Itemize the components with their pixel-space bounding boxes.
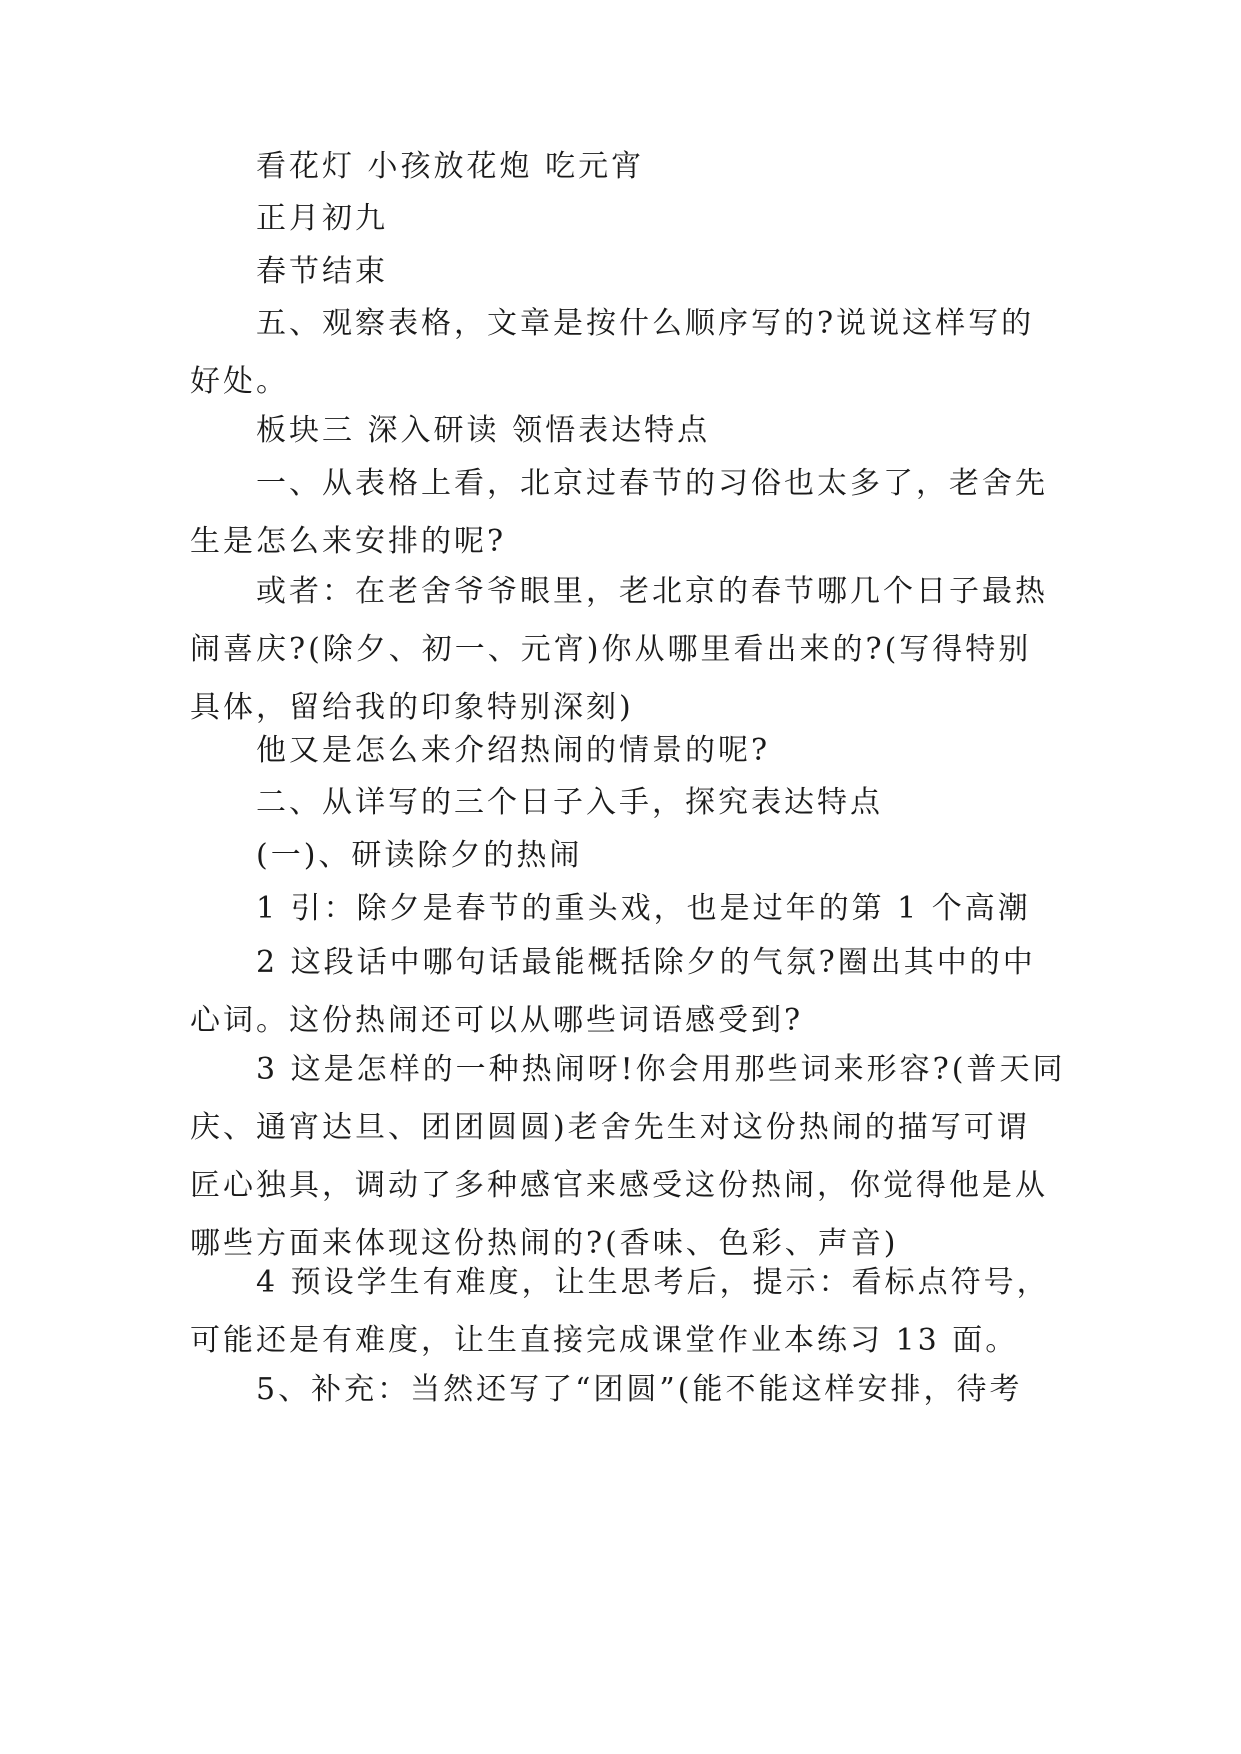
text-line: 生是怎么来安排的呢? [190, 524, 507, 559]
paragraph-14 [190, 1254, 1050, 1370]
text-line: 或者：在老舍爷爷眼里，老北京的春节哪几个日子最热 [256, 574, 1048, 609]
paragraph-10 [190, 827, 1050, 885]
paragraph-7 [190, 563, 1050, 737]
text-line: 庆、通宵达旦、团团圆圆)老舍先生对这份热闹的描写可谓 [190, 1110, 1030, 1145]
text-line: 五、观察表格，文章是按什么顺序写的?说说这样写的 [256, 306, 1035, 341]
paragraph-15 [190, 1361, 1050, 1419]
text-line: (一)、研读除夕的热闹 [256, 838, 583, 873]
text-line: 正月初九 [256, 201, 388, 236]
paragraph-4 [190, 295, 1050, 411]
paragraph-2 [190, 190, 1050, 248]
text-line: 好处。 [190, 364, 289, 399]
text-line: 一、从表格上看，北京过春节的习俗也太多了，老舍先 [256, 466, 1048, 501]
text-line: 1 引：除夕是春节的重头戏，也是过年的第 1 个高潮 [256, 891, 1031, 926]
text-line: 板块三 深入研读 领悟表达特点 [256, 413, 711, 448]
paragraph-3 [190, 243, 1050, 301]
paragraph-1 [190, 138, 1050, 196]
paragraph-11 [190, 880, 1050, 938]
text-line: 可能还是有难度，让生直接完成课堂作业本练习 13 面。 [190, 1323, 1019, 1358]
text-line: 二、从详写的三个日子入手，探究表达特点 [256, 785, 883, 820]
paragraph-6 [190, 455, 1050, 571]
paragraph-12 [190, 934, 1050, 1050]
text-line: 春节结束 [256, 254, 388, 289]
text-line: 闹喜庆?(除夕、初一、元宵)你从哪里看出来的?(写得特别 [190, 632, 1032, 667]
paragraph-5 [190, 402, 1050, 460]
text-line: 哪些方面来体现这份热闹的?(香味、色彩、声音) [190, 1226, 899, 1261]
text-line: 他又是怎么来介绍热闹的情景的呢? [256, 733, 771, 768]
text-line: 4 预设学生有难度，让生思考后，提示：看标点符号， [256, 1265, 1050, 1300]
paragraph-13 [190, 1041, 1066, 1273]
paragraph-9 [190, 774, 1050, 832]
paragraph-8 [190, 722, 1050, 780]
text-line: 3 这是怎样的一种热闹呀!你会用那些词来形容?(普天同 [256, 1052, 1066, 1087]
text-line: 心词。这份热闹还可以从哪些词语感受到? [190, 1003, 804, 1038]
text-line: 匠心独具，调动了多种感官来感受这份热闹，你觉得他是从 [190, 1168, 1048, 1203]
text-line: 看花灯 小孩放花炮 吃元宵 [256, 149, 645, 184]
text-line: 2 这段话中哪句话最能概括除夕的气氛?圈出其中的中 [256, 945, 1036, 980]
text-line: 具体，留给我的印象特别深刻) [190, 690, 634, 725]
text-line: 5、补充：当然还写了“团圆”(能不能这样安排，待考 [256, 1372, 1023, 1407]
